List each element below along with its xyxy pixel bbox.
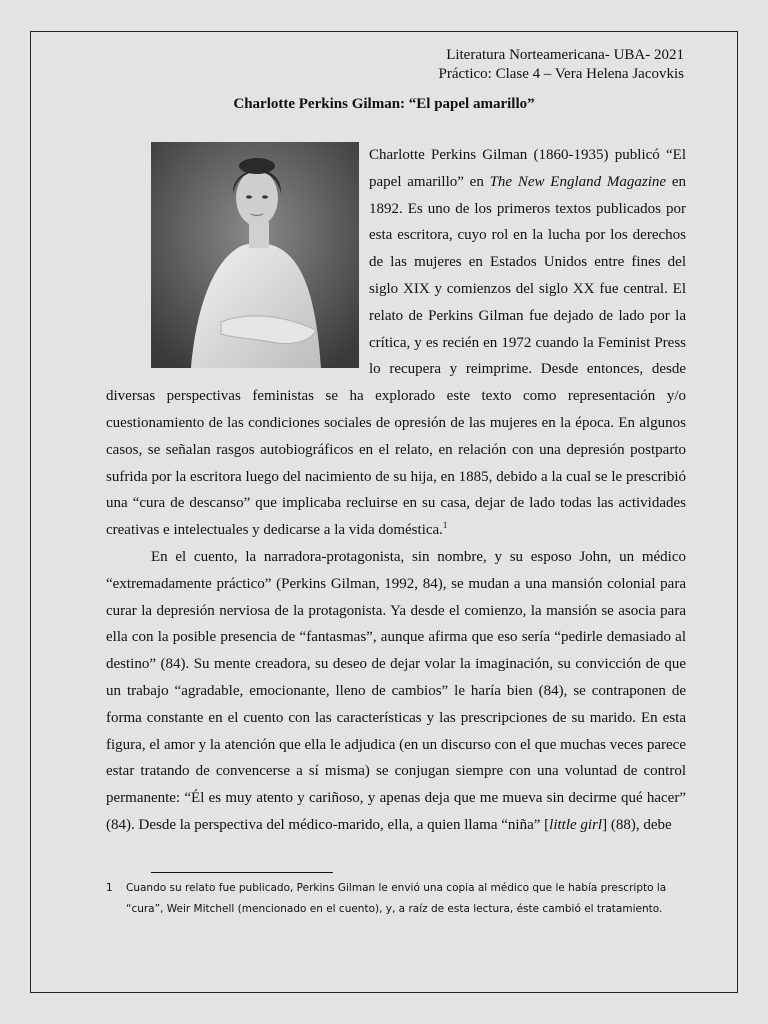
magazine-title: The New England Magazine bbox=[489, 173, 667, 190]
body-text bbox=[106, 142, 686, 839]
portrait-photo-icon bbox=[151, 142, 359, 368]
footnote-reference[interactable]: 1 bbox=[442, 520, 448, 531]
portrait-photo bbox=[151, 142, 359, 368]
document-page bbox=[30, 31, 738, 993]
little-girl-term: little girl bbox=[549, 816, 603, 833]
footnote-text: Cuando su relato fue publicado, Perkins Gilman le envió una copia al médico que le había prescripto la “cura”, Weir Mitchell (mencionado en el cuento), y, a raíz de esta lectura, éste cambió el tratamiento. bbox=[126, 882, 667, 915]
paragraph-1-part-2: en 1892. Es uno de los primeros textos publicados por esta escritora, cuyo rol en la lucha por los derechos de las mujeres en Estados Unidos entre fines del siglo XIX y comienzos del siglo XX fue central. El relato de Perkins Gilman fue dejado de lado por la crítica, y es recién en 1972 cuando la Feminist Press lo recupera y reimprime. Desde entonces, desde diversas perspectivas feministas se ha explorado este texto como representación y/o cuestionamiento de las condiciones sociales de opresión de las mujeres en la época. En algunos casos, se señalan rasgos autobiográficos en el relato, en relación con una depresión postparto sufrida por la escritora luego del nacimiento de su hija, en 1885, debido a la cual se le prescribió una “cura de descanso” que implicaba recluirse en su casa, dejar de lado todas las actividades creativas e intelectuales y dedicarse a la vida doméstica. bbox=[106, 173, 686, 539]
paragraph-2-part-1: En el cuento, la narradora-protagonista, sin nombre, y su esposo John, un médico “extremadamente práctico” (Perkins Gilman, 1992, 84), se mudan a una mansión colonial para curar la depresión nerviosa de la protagonista. Ya desde el comienzo, la mansión se asocia para ella con la posible presencia de “fantasmas”, aunque afirma que eso sería “pedirle demasiado al destino” (84). Su mente creadora, su deseo de dejar volar la imaginación, su convicción de que un trabajo “agradable, emocionante, lleno de cambios” le haría bien (84), se contraponen de forma constante en el cuento con las características y las prescripciones de su marido. En esta figura, el amor y la atención que ella le adjudica (en un discurso con el que muchas veces parece estar tratando de convencerse a sí misma) se conjugan siempre con una voluntad de control permanente: “Él es muy atento y cariñoso, y apenas deja que me mueva sin decirme qué hacer” (84). Desde la perspectiva del médico-marido, ella, a quien llama “niña” [ bbox=[106, 548, 686, 833]
footnote-number: 1 bbox=[106, 882, 113, 894]
footnote bbox=[106, 878, 696, 920]
header-course: Literatura Norteamericana- UBA- 2021 bbox=[446, 47, 684, 63]
document-title: Charlotte Perkins Gilman: “El papel amarillo” bbox=[233, 96, 535, 112]
header-class: Práctico: Clase 4 – Vera Helena Jacovkis bbox=[438, 66, 684, 82]
paragraph-2-part-2: ] (88), debe bbox=[602, 816, 672, 833]
paragraph-1-part-1: Charlotte Perkins Gilman (1860-1935) publicó “El papel amarillo” en bbox=[369, 147, 686, 190]
footnote-divider bbox=[151, 872, 333, 873]
paragraph-2 bbox=[106, 544, 686, 839]
page-header bbox=[439, 46, 684, 84]
